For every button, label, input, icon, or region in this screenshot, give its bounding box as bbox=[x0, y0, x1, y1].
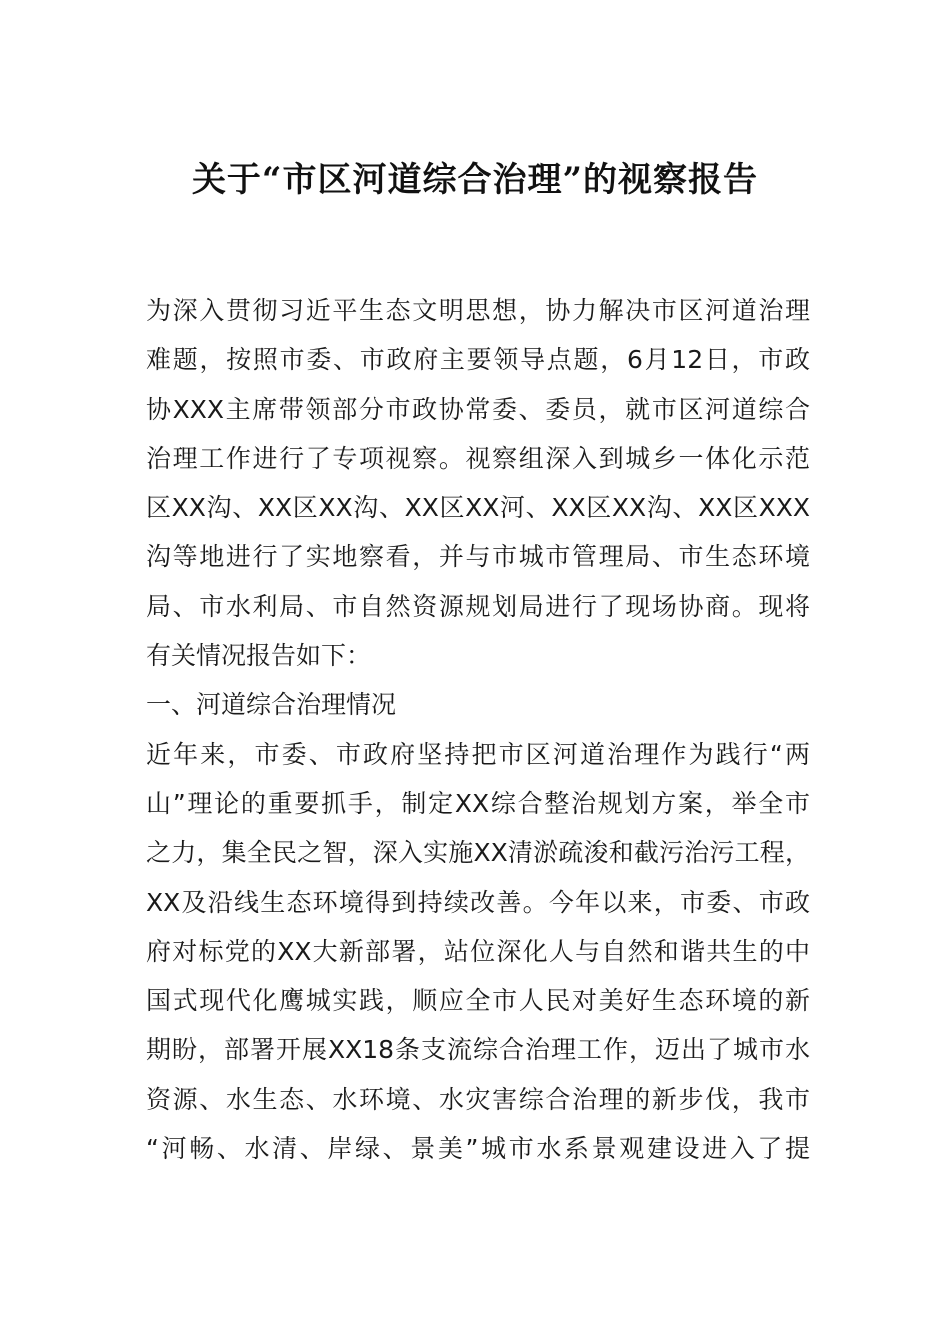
body-line: 区XX沟、XX区XX沟、XX区XX河、XX区XX沟、XX区XXX bbox=[146, 493, 810, 523]
body-line: 近年来，市委、市政府坚持把市区河道治理作为践行“两 bbox=[146, 739, 810, 769]
body-line: 治理工作进行了专项视察。视察组深入到城乡一体化示范 bbox=[146, 443, 810, 473]
body-line: 为深入贯彻习近平生态文明思想，协力解决市区河道治理 bbox=[146, 296, 810, 325]
body-line: 山”理论的重要抓手，制定XX综合整治规划方案，举全市 bbox=[146, 788, 810, 818]
body-line: 期盼，部署开展XX18条支流综合治理工作，迈出了城市水 bbox=[146, 1035, 810, 1065]
body-line: 局、市水利局、市自然资源规划局进行了现场协商。现将 bbox=[146, 591, 810, 621]
body-line: 资源、水生态、水环境、水灾害综合治理的新步伐，我市 bbox=[146, 1084, 810, 1114]
document-title: 关于“市区河道综合治理”的视察报告 bbox=[191, 160, 759, 200]
section-heading: 一、河道综合治理情况 bbox=[146, 690, 397, 720]
body-line: “河畅、水清、岸绿、景美”城市水系景观建设进入了提 bbox=[146, 1134, 810, 1164]
body-line: 难题，按照市委、市政府主要领导点题，6月12日，市政 bbox=[146, 345, 810, 375]
body-line: XX及沿线生态环境得到持续改善。今年以来，市委、市政 bbox=[146, 887, 810, 917]
body-line: 有关情况报告如下： bbox=[146, 641, 372, 671]
body-line: 沟等地进行了实地察看，并与市城市管理局、市生态环境 bbox=[146, 542, 810, 572]
body-line: 之力，集全民之智，深入实施XX清淤疏浚和截污治污工程， bbox=[146, 838, 810, 868]
body-line: 府对标党的XX大新部署，站位深化人与自然和谐共生的中 bbox=[146, 936, 810, 966]
document-body bbox=[146, 286, 810, 1173]
body-line: 国式现代化鹰城实践，顺应全市人民对美好生态环境的新 bbox=[146, 986, 810, 1016]
body-line: 协XXX主席带领部分市政协常委、委员，就市区河道综合 bbox=[146, 394, 810, 424]
